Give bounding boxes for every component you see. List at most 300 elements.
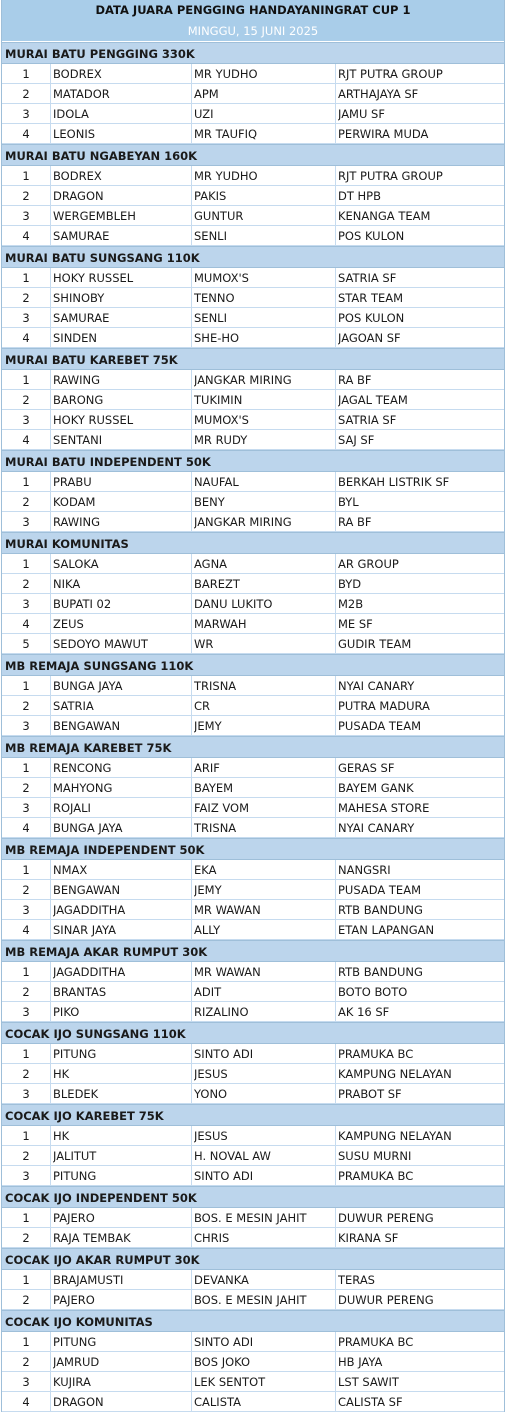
rank-cell: 2 <box>22 189 30 203</box>
column-divider <box>50 716 51 735</box>
team-name-cell: CALISTA SF <box>338 1395 403 1409</box>
column-divider <box>335 1332 336 1351</box>
bird-name-cell: PAJERO <box>53 1211 95 1225</box>
rank-cell: 2 <box>22 985 30 999</box>
rank-cell: 1 <box>22 475 30 489</box>
rank-cell: 3 <box>22 209 30 223</box>
result-row <box>2 554 504 574</box>
category-header: MB REMAJA INDEPENDENT 50K <box>2 838 504 860</box>
bird-name-cell: RAWING <box>53 373 101 387</box>
bird-name-cell: KUJIRA <box>53 1375 91 1389</box>
rank-cell: 1 <box>22 557 30 571</box>
team-name-cell: BAYEM GANK <box>338 781 414 795</box>
bird-name-cell: SALOKA <box>53 557 99 571</box>
result-row <box>2 206 504 226</box>
column-divider <box>191 206 192 225</box>
owner-name-cell: MR RUDY <box>194 433 248 447</box>
bird-name-cell: BODREX <box>53 67 102 81</box>
column-divider <box>50 1002 51 1021</box>
result-row <box>2 1146 504 1166</box>
rank-cell: 4 <box>22 331 30 345</box>
category-section <box>2 144 504 246</box>
column-divider <box>191 1166 192 1185</box>
column-divider <box>335 554 336 573</box>
bird-name-cell: BARONG <box>53 393 104 407</box>
column-divider <box>335 880 336 899</box>
column-divider <box>50 84 51 103</box>
rank-cell: 5 <box>22 637 30 651</box>
bird-name-cell: RENCONG <box>53 761 112 775</box>
column-divider <box>335 594 336 613</box>
result-row <box>2 166 504 186</box>
column-divider <box>50 124 51 143</box>
team-name-cell: PUTRA MADURA <box>338 699 430 713</box>
column-divider <box>50 1372 51 1391</box>
column-divider <box>335 1146 336 1165</box>
team-name-cell: KENANGA TEAM <box>338 209 431 223</box>
owner-name-cell: SINTO ADI <box>194 1047 254 1061</box>
result-row <box>2 676 504 696</box>
result-row <box>2 1208 504 1228</box>
owner-name-cell: RIZALINO <box>194 1005 249 1019</box>
category-section <box>2 42 504 144</box>
team-name-cell: RA BF <box>338 373 372 387</box>
owner-name-cell: YONO <box>194 1087 228 1101</box>
owner-name-cell: SENLI <box>194 229 227 243</box>
owner-name-cell: JESUS <box>194 1067 228 1081</box>
column-divider <box>191 1290 192 1309</box>
result-row <box>2 84 504 104</box>
column-divider <box>50 1290 51 1309</box>
column-divider <box>50 962 51 981</box>
result-row <box>2 288 504 308</box>
team-name-cell: NYAI CANARY <box>338 821 415 835</box>
category-header: MURAI BATU KAREBET 75K <box>2 348 504 370</box>
results-sheet <box>1 0 505 1412</box>
result-row <box>2 880 504 900</box>
column-divider <box>50 1332 51 1351</box>
owner-name-cell: APM <box>194 87 219 101</box>
team-name-cell: NANGSRI <box>338 863 391 877</box>
result-row <box>2 1270 504 1290</box>
rank-cell: 2 <box>22 699 30 713</box>
column-divider <box>335 758 336 777</box>
result-row <box>2 798 504 818</box>
rank-cell: 1 <box>22 373 30 387</box>
rank-cell: 3 <box>22 1087 30 1101</box>
column-divider <box>335 1208 336 1227</box>
result-row <box>2 430 504 450</box>
result-row <box>2 1166 504 1186</box>
result-row <box>2 268 504 288</box>
column-divider <box>191 430 192 449</box>
owner-name-cell: SINTO ADI <box>194 1335 254 1349</box>
column-divider <box>50 594 51 613</box>
column-divider <box>191 1392 192 1411</box>
owner-name-cell: ALLY <box>194 923 221 937</box>
rank-cell: 2 <box>22 1355 30 1369</box>
owner-name-cell: BAYEM <box>194 781 234 795</box>
rank-cell: 1 <box>22 1335 30 1349</box>
rank-cell: 2 <box>22 1149 30 1163</box>
result-row <box>2 186 504 206</box>
team-name-cell: SUSU MURNI <box>338 1149 412 1163</box>
bird-name-cell: IDOLA <box>53 107 89 121</box>
result-row <box>2 818 504 838</box>
result-row <box>2 1228 504 1248</box>
team-name-cell: GUDIR TEAM <box>338 637 412 651</box>
owner-name-cell: PAKIS <box>194 189 227 203</box>
column-divider <box>191 554 192 573</box>
bird-name-cell: SAMURAE <box>53 229 110 243</box>
owner-name-cell: CALISTA <box>194 1395 241 1409</box>
bird-name-cell: MATADOR <box>53 87 110 101</box>
category-header: COCAK IJO AKAR RUMPUT 30K <box>2 1248 504 1270</box>
result-row <box>2 962 504 982</box>
column-divider <box>191 1332 192 1351</box>
category-section <box>2 654 504 736</box>
result-row <box>2 124 504 144</box>
rank-cell: 3 <box>22 801 30 815</box>
column-divider <box>50 1228 51 1247</box>
result-row <box>2 860 504 880</box>
column-divider <box>335 574 336 593</box>
result-row <box>2 1002 504 1022</box>
bird-name-cell: HK <box>53 1067 70 1081</box>
team-name-cell: PUSADA TEAM <box>338 719 421 733</box>
result-row <box>2 1044 504 1064</box>
column-divider <box>191 634 192 653</box>
column-divider <box>50 288 51 307</box>
owner-name-cell: MR YUDHO <box>194 169 258 183</box>
column-divider <box>191 104 192 123</box>
owner-name-cell: BOS. E MESIN JAHIT <box>194 1211 307 1225</box>
bird-name-cell: DRAGON <box>53 189 104 203</box>
column-divider <box>50 798 51 817</box>
owner-name-cell: MUMOX'S <box>194 413 249 427</box>
column-divider <box>335 370 336 389</box>
rank-cell: 3 <box>22 107 30 121</box>
column-divider <box>335 1372 336 1391</box>
column-divider <box>191 512 192 531</box>
column-divider <box>335 614 336 633</box>
rank-cell: 3 <box>22 1005 30 1019</box>
column-divider <box>335 1392 336 1411</box>
column-divider <box>191 818 192 837</box>
owner-name-cell: CR <box>194 699 211 713</box>
rank-cell: 2 <box>22 781 30 795</box>
rank-cell: 3 <box>22 719 30 733</box>
result-row <box>2 64 504 84</box>
owner-name-cell: BENY <box>194 495 225 509</box>
category-header: MURAI KOMUNITAS <box>2 532 504 554</box>
rank-cell: 4 <box>22 617 30 631</box>
column-divider <box>50 1270 51 1289</box>
category-header: MURAI BATU PENGGING 330K <box>2 42 504 64</box>
bird-name-cell: JAGADDITHA <box>53 965 126 979</box>
bird-name-cell: JAMRUD <box>53 1355 100 1369</box>
column-divider <box>50 778 51 797</box>
column-divider <box>50 634 51 653</box>
column-divider <box>335 1064 336 1083</box>
rank-cell: 1 <box>22 1211 30 1225</box>
result-row <box>2 1372 504 1392</box>
owner-name-cell: ADIT <box>194 985 222 999</box>
bird-name-cell: BLEDEK <box>53 1087 99 1101</box>
column-divider <box>50 818 51 837</box>
team-name-cell: DUWUR PERENG <box>338 1211 434 1225</box>
sheet-date: MINGGU, 15 JUNI 2025 <box>187 24 319 38</box>
column-divider <box>335 104 336 123</box>
category-section <box>2 450 504 532</box>
column-divider <box>50 410 51 429</box>
column-divider <box>335 1352 336 1371</box>
result-row <box>2 328 504 348</box>
bird-name-cell: PIKO <box>53 1005 80 1019</box>
column-divider <box>191 880 192 899</box>
result-row <box>2 492 504 512</box>
column-divider <box>335 1290 336 1309</box>
rank-cell: 2 <box>22 393 30 407</box>
rank-cell: 4 <box>22 923 30 937</box>
column-divider <box>50 1044 51 1063</box>
team-name-cell: RJT PUTRA GROUP <box>338 67 443 81</box>
owner-name-cell: ARIF <box>194 761 220 775</box>
bird-name-cell: WERGEMBLEH <box>53 209 136 223</box>
team-name-cell: PERWIRA MUDA <box>338 127 429 141</box>
column-divider <box>335 166 336 185</box>
column-divider <box>50 554 51 573</box>
bird-name-cell: BENGAWAN <box>53 719 121 733</box>
column-divider <box>335 676 336 695</box>
team-name-cell: RJT PUTRA GROUP <box>338 169 443 183</box>
owner-name-cell: LEK SENTOT <box>194 1375 266 1389</box>
team-name-cell: JAGAL TEAM <box>338 393 408 407</box>
team-name-cell: M2B <box>338 597 364 611</box>
team-name-cell: BERKAH LISTRIK SF <box>338 475 450 489</box>
owner-name-cell: SENLI <box>194 311 227 325</box>
column-divider <box>191 268 192 287</box>
column-divider <box>50 574 51 593</box>
owner-name-cell: NAUFAL <box>194 475 239 489</box>
owner-name-cell: TUKIMIN <box>194 393 243 407</box>
column-divider <box>50 758 51 777</box>
team-name-cell: AK 16 SF <box>338 1005 390 1019</box>
owner-name-cell: DEVANKA <box>194 1273 249 1287</box>
result-row <box>2 634 504 654</box>
result-row <box>2 410 504 430</box>
result-row <box>2 472 504 492</box>
rank-cell: 1 <box>22 1129 30 1143</box>
result-row <box>2 696 504 716</box>
team-name-cell: GERAS SF <box>338 761 395 775</box>
bird-name-cell: PRABU <box>53 475 92 489</box>
rank-cell: 4 <box>22 433 30 447</box>
column-divider <box>191 186 192 205</box>
column-divider <box>50 206 51 225</box>
team-name-cell: NYAI CANARY <box>338 679 415 693</box>
team-name-cell: PUSADA TEAM <box>338 883 421 897</box>
column-divider <box>335 1166 336 1185</box>
rank-cell: 1 <box>22 761 30 775</box>
bird-name-cell: PITUNG <box>53 1169 97 1183</box>
team-name-cell: PRAMUKA BC <box>338 1335 414 1349</box>
category-section <box>2 1022 504 1104</box>
column-divider <box>191 962 192 981</box>
rank-cell: 2 <box>22 1231 30 1245</box>
column-divider <box>335 900 336 919</box>
category-section <box>2 532 504 654</box>
rank-cell: 1 <box>22 679 30 693</box>
column-divider <box>335 268 336 287</box>
team-name-cell: JAMU SF <box>338 107 385 121</box>
result-row <box>2 758 504 778</box>
result-row <box>2 716 504 736</box>
owner-name-cell: MARWAH <box>194 617 247 631</box>
column-divider <box>191 1146 192 1165</box>
team-name-cell: MAHESA STORE <box>338 801 430 815</box>
category-section <box>2 1310 504 1412</box>
owner-name-cell: BOS JOKO <box>194 1355 251 1369</box>
column-divider <box>335 512 336 531</box>
bird-name-cell: HOKY RUSSEL <box>53 271 134 285</box>
column-divider <box>335 1270 336 1289</box>
column-divider <box>50 512 51 531</box>
bird-name-cell: BUPATI 02 <box>53 597 112 611</box>
column-divider <box>191 1228 192 1247</box>
category-header: COCAK IJO SUNGSANG 110K <box>2 1022 504 1044</box>
column-divider <box>335 1126 336 1145</box>
column-divider <box>191 328 192 347</box>
owner-name-cell: WR <box>194 637 214 651</box>
title-bar <box>2 0 504 42</box>
owner-name-cell: MR TAUFIQ <box>194 127 258 141</box>
team-name-cell: TERAS <box>338 1273 375 1287</box>
column-divider <box>191 920 192 939</box>
category-list <box>2 42 504 1412</box>
category-section <box>2 736 504 838</box>
bird-name-cell: LEONIS <box>53 127 96 141</box>
category-header: MB REMAJA KAREBET 75K <box>2 736 504 758</box>
column-divider <box>191 1270 192 1289</box>
rank-cell: 2 <box>22 1293 30 1307</box>
column-divider <box>50 104 51 123</box>
column-divider <box>50 614 51 633</box>
column-divider <box>335 1044 336 1063</box>
rank-cell: 2 <box>22 495 30 509</box>
column-divider <box>335 1228 336 1247</box>
team-name-cell: AR GROUP <box>338 557 399 571</box>
bird-name-cell: BUNGA JAYA <box>53 679 123 693</box>
team-name-cell: ARTHAJAYA SF <box>338 87 419 101</box>
column-divider <box>50 492 51 511</box>
rank-cell: 3 <box>22 1169 30 1183</box>
result-row <box>2 1352 504 1372</box>
column-divider <box>335 410 336 429</box>
bird-name-cell: BRANTAS <box>53 985 107 999</box>
category-section <box>2 1104 504 1186</box>
column-divider <box>50 1352 51 1371</box>
result-row <box>2 1290 504 1310</box>
team-name-cell: DT HPB <box>338 189 382 203</box>
bird-name-cell: SATRIA <box>53 699 94 713</box>
bird-name-cell: BODREX <box>53 169 102 183</box>
category-header: MURAI BATU NGABEYAN 160K <box>2 144 504 166</box>
rank-cell: 3 <box>22 515 30 529</box>
team-name-cell: HB JAYA <box>338 1355 383 1369</box>
owner-name-cell: EKA <box>194 863 217 877</box>
bird-name-cell: BENGAWAN <box>53 883 121 897</box>
rank-cell: 3 <box>22 311 30 325</box>
bird-name-cell: BRAJAMUSTI <box>53 1273 124 1287</box>
rank-cell: 2 <box>22 1067 30 1081</box>
team-name-cell: SATRIA SF <box>338 413 397 427</box>
category-header: COCAK IJO INDEPENDENT 50K <box>2 1186 504 1208</box>
column-divider <box>335 472 336 491</box>
column-divider <box>335 308 336 327</box>
column-divider <box>50 328 51 347</box>
column-divider <box>50 1146 51 1165</box>
team-name-cell: STAR TEAM <box>338 291 404 305</box>
column-divider <box>50 430 51 449</box>
column-divider <box>191 860 192 879</box>
owner-name-cell: JEMY <box>194 719 222 733</box>
owner-name-cell: MR WAWAN <box>194 903 261 917</box>
column-divider <box>335 186 336 205</box>
bird-name-cell: PITUNG <box>53 1335 97 1349</box>
team-name-cell: RA BF <box>338 515 372 529</box>
team-name-cell: PRAMUKA BC <box>338 1047 414 1061</box>
column-divider <box>191 84 192 103</box>
column-divider <box>191 64 192 83</box>
column-divider <box>335 492 336 511</box>
column-divider <box>191 758 192 777</box>
column-divider <box>335 696 336 715</box>
team-name-cell: BYD <box>338 577 362 591</box>
column-divider <box>335 818 336 837</box>
team-name-cell: SATRIA SF <box>338 271 397 285</box>
category-section <box>2 1186 504 1248</box>
column-divider <box>50 1126 51 1145</box>
column-divider <box>50 860 51 879</box>
result-row <box>2 1126 504 1146</box>
column-divider <box>191 1372 192 1391</box>
sheet-title: DATA JUARA PENGGING HANDAYANINGRAT CUP 1 <box>95 3 411 17</box>
bird-name-cell: SINDEN <box>53 331 98 345</box>
team-name-cell: DUWUR PERENG <box>338 1293 434 1307</box>
result-row <box>2 1332 504 1352</box>
column-divider <box>50 390 51 409</box>
column-divider <box>50 696 51 715</box>
column-divider <box>335 64 336 83</box>
rank-cell: 3 <box>22 903 30 917</box>
bird-name-cell: NMAX <box>53 863 88 877</box>
rank-cell: 1 <box>22 1047 30 1061</box>
owner-name-cell: MR YUDHO <box>194 67 258 81</box>
result-row <box>2 1084 504 1104</box>
team-name-cell: LST SAWIT <box>338 1375 399 1389</box>
result-row <box>2 226 504 246</box>
result-row <box>2 574 504 594</box>
bird-name-cell: HK <box>53 1129 70 1143</box>
owner-name-cell: JANGKAR MIRING <box>194 373 292 387</box>
column-divider <box>191 390 192 409</box>
rank-cell: 3 <box>22 413 30 427</box>
team-name-cell: KIRANA SF <box>338 1231 399 1245</box>
rank-cell: 1 <box>22 1273 30 1287</box>
column-divider <box>191 900 192 919</box>
column-divider <box>50 166 51 185</box>
